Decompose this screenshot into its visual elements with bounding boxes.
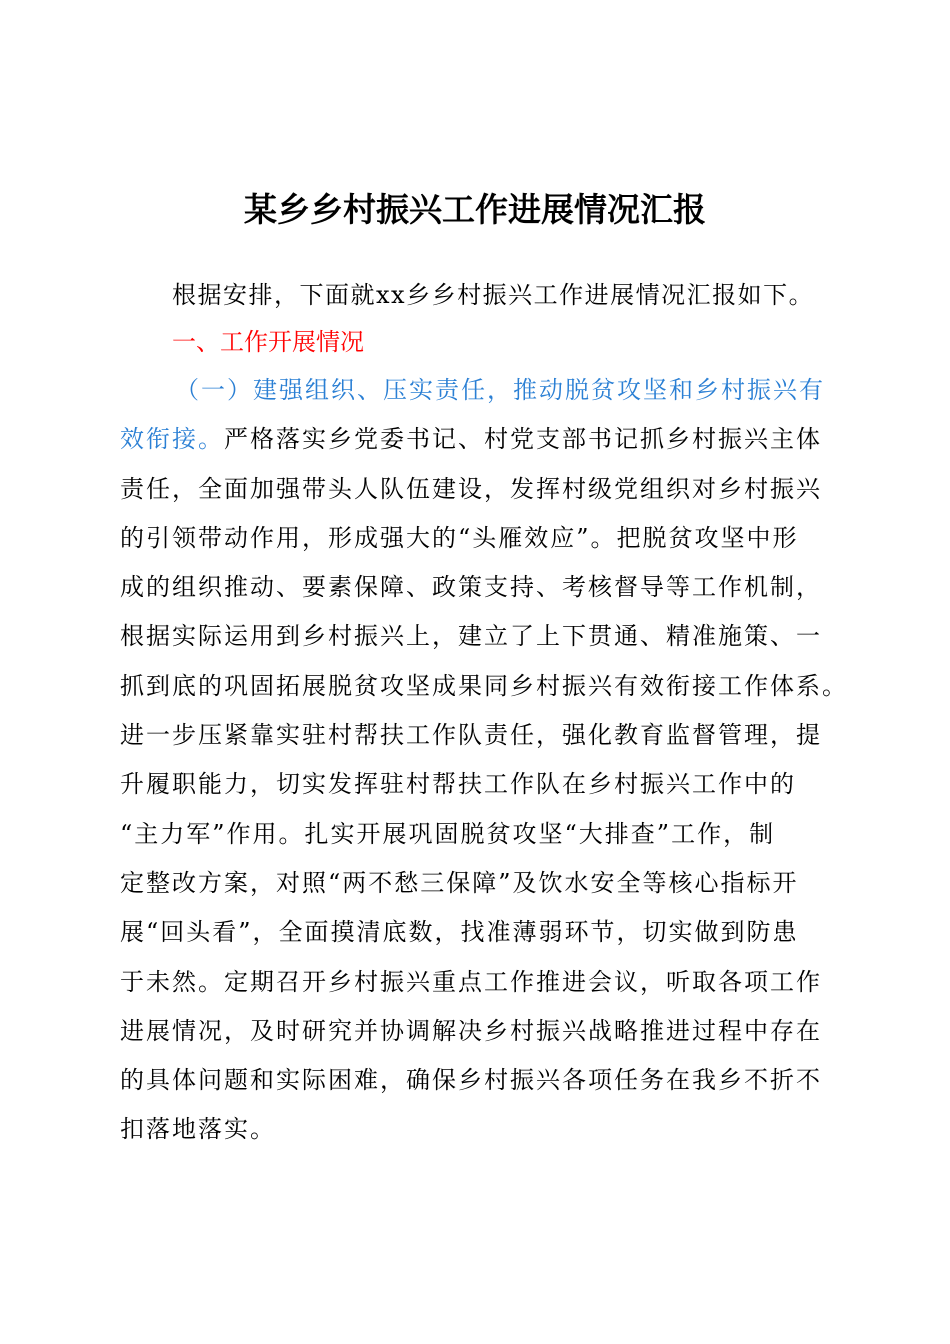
body-line: 升履职能力，切实发挥驻村帮扶工作队在乡村振兴工作中的: [120, 770, 796, 799]
subsection-heading: （一）建强组织、压实责任，推动脱贫攻坚和乡村振兴有: [175, 376, 825, 404]
body-line: 进展情况，及时研究并协调解决乡村振兴战略推进过程中存在: [120, 1016, 822, 1045]
body-line: 的引领带动作用，形成强大的“头雁效应”。把脱贫攻坚中形: [120, 523, 799, 552]
body-line: 成的组织推动、要素保障、政策支持、考核督导等工作机制，: [120, 573, 822, 602]
body-line: “主力军”作用。扎实开展巩固脱贫攻坚“大排查”工作，制: [120, 819, 776, 848]
body-line: 责任，全面加强带头人队伍建设，发挥村级党组织对乡村振兴: [120, 474, 822, 503]
body-text: 严格落实乡党委书记、村党支部书记抓乡村振兴主体: [224, 425, 822, 454]
body-line: 扣落地落实。: [120, 1115, 276, 1144]
document-title: 某乡乡村振兴工作进展情况汇报: [244, 190, 706, 229]
body-line: 根据实际运用到乡村振兴上，建立了上下贯通、精准施策、一: [120, 622, 822, 651]
intro-paragraph: 根据安排，下面就xx乡乡村振兴工作进展情况汇报如下。: [172, 281, 815, 309]
section-heading: 一、工作开展情况: [172, 328, 364, 356]
body-line: 的具体问题和实际困难，确保乡村振兴各项任务在我乡不折不: [120, 1066, 822, 1095]
body-line: 抓到底的巩固拓展脱贫攻坚成果同乡村振兴有效衔接工作体系。: [120, 671, 848, 700]
body-line: [120, 415, 840, 464]
subsection-heading-line: [120, 366, 840, 415]
body-line: 定整改方案，对照“两不愁三保障”及饮水安全等核心指标开: [120, 868, 799, 897]
subsection-heading-end: 效衔接。: [120, 425, 224, 454]
body-paragraph: [120, 366, 848, 1155]
body-line: 进一步压紧靠实驻村帮扶工作队责任，强化教育监督管理，提: [120, 721, 822, 750]
body-line: 展“回头看”，全面摸清底数，找准薄弱环节，切实做到防患: [120, 918, 799, 947]
body-line: 于未然。定期召开乡村振兴重点工作推进会议，听取各项工作: [120, 967, 822, 996]
